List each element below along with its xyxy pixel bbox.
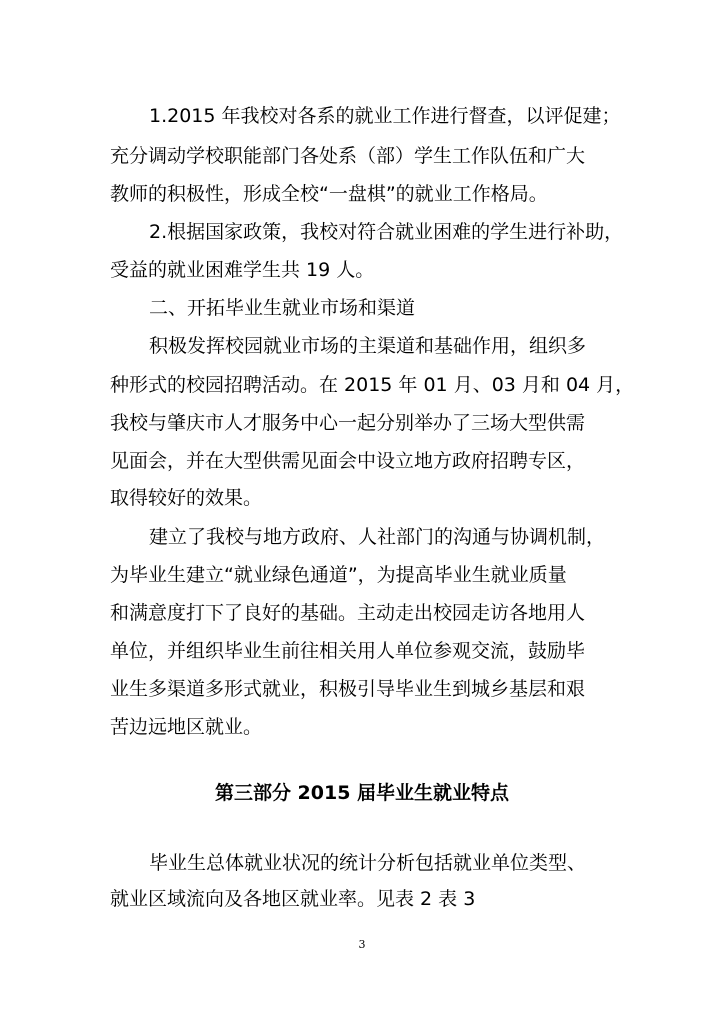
paragraph-1-line-1: 1.2015 年我校对各系的就业工作进行督查，以评促建； bbox=[149, 105, 621, 127]
paragraph-1-line-2: 充分调动学校职能部门各处系（部）学生工作队伍和广大 bbox=[110, 145, 586, 167]
paragraph-4-line-1: 建立了我校与地方政府、人社部门的沟通与协调机制， bbox=[149, 526, 606, 548]
paragraph-4-line-5: 业生多渠道多形式就业，积极引导毕业生到城乡基层和艰 bbox=[110, 678, 586, 700]
subsection-heading: 二、开拓毕业生就业市场和渠道 bbox=[149, 297, 416, 319]
paragraph-3-line-4: 见面会，并在大型供需见面会中设立地方政府招聘专区， bbox=[110, 450, 586, 472]
paragraph-4-line-3: 和满意度打下了良好的基础。主动走出校园走访各地用人 bbox=[110, 602, 586, 624]
section-heading: 第三部分 2015 届毕业生就业特点 bbox=[214, 782, 510, 804]
paragraph-3-line-3: 我校与肇庆市人才服务中心一起分别举办了三场大型供需 bbox=[110, 412, 586, 434]
paragraph-4-line-2: 为毕业生建立“就业绿色通道”，为提高毕业生就业质量 bbox=[110, 564, 567, 586]
paragraph-3-line-1: 积极发挥校园就业市场的主渠道和基础作用，组织多 bbox=[149, 335, 587, 357]
paragraph-3-line-5: 取得较好的效果。 bbox=[110, 487, 263, 509]
paragraph-3-line-2: 种形式的校园招聘活动。在 2015 年 01 月、03 月和 04 月， bbox=[110, 374, 635, 396]
paragraph-2-line-2: 受益的就业困难学生共 19 人。 bbox=[110, 259, 375, 281]
paragraph-2-line-1: 2.根据国家政策，我校对符合就业困难的学生进行补助， bbox=[149, 221, 624, 243]
paragraph-4-line-4: 单位，并组织毕业生前往相关用人单位参观交流，鼓励毕 bbox=[110, 640, 586, 662]
paragraph-4-line-6: 苦边远地区就业。 bbox=[110, 716, 263, 738]
page-number: 3 bbox=[358, 938, 366, 951]
paragraph-1-line-3: 教师的积极性，形成全校“一盘棋”的就业工作格局。 bbox=[110, 183, 548, 205]
closing-paragraph-line-1: 毕业生总体就业状况的统计分析包括就业单位类型、 bbox=[149, 852, 587, 874]
closing-paragraph-line-2: 就业区域流向及各地区就业率。见表 2 表 3 bbox=[110, 888, 476, 910]
